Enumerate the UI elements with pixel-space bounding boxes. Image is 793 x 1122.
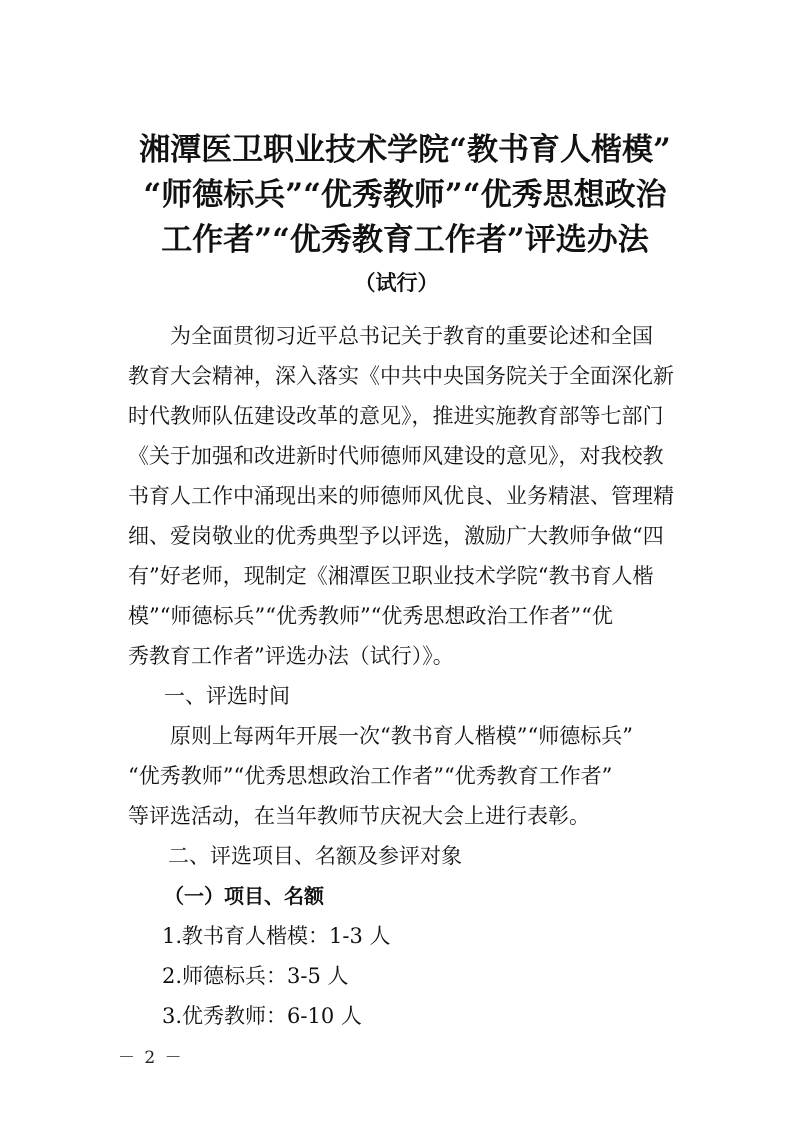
subsection-heading-items: （一）项目、名额 bbox=[164, 884, 324, 908]
title-line: “师德标兵”“优秀教师”“优秀思想政治 bbox=[143, 177, 667, 213]
section-heading-items-quota: 二、评选项目、名额及参评对象 bbox=[168, 844, 462, 868]
paragraph-line: 原则上每两年开展一次“教书育人楷模”“师德标兵” bbox=[170, 724, 633, 748]
paragraph-line: 等评选活动，在当年教师节庆祝大会上进行表彰。 bbox=[128, 804, 590, 828]
paragraph-line: 秀教育工作者”评选办法（试行）》。 bbox=[128, 644, 454, 668]
title-line: 工作者”“优秀教育工作者”评选办法 bbox=[161, 222, 649, 258]
list-item: 2.师德标兵：3-5 人 bbox=[162, 964, 349, 988]
paragraph-line: “优秀教师”“优秀思想政治工作者”“优秀教育工作者” bbox=[128, 764, 613, 788]
document-subtitle: （试行） bbox=[354, 270, 439, 295]
paragraph-line: 教育大会精神，深入落实《中共中央国务院关于全面深化新 bbox=[128, 364, 674, 388]
document-body bbox=[128, 316, 680, 1036]
section-heading-evaluation-time: 一、评选时间 bbox=[164, 684, 290, 708]
paragraph-line: 《关于加强和改进新时代师德师风建设的意见》，对我校教 bbox=[128, 444, 664, 468]
list-item: 3.优秀教师：6-10 人 bbox=[162, 1004, 362, 1028]
paragraph-line: 书育人工作中涌现出来的师德师风优良、业务精湛、管理精 bbox=[128, 484, 674, 508]
list-item: 1.教书育人楷模：1-3 人 bbox=[162, 924, 391, 948]
paragraph-line: 为全面贯彻习近平总书记关于教育的重要论述和全国 bbox=[170, 324, 653, 348]
title-line: 湘潭医卫职业技术学院“教书育人楷模” bbox=[139, 132, 671, 168]
section1-paragraph bbox=[128, 716, 680, 836]
paragraph-line: 时代教师队伍建设改革的意见》，推进实施教育部等七部门 bbox=[128, 404, 664, 428]
intro-paragraph bbox=[128, 316, 680, 676]
page-number: － 2 － bbox=[118, 1048, 184, 1068]
paragraph-line: 模”“师德标兵”“优秀教师”“优秀思想政治工作者”“优 bbox=[128, 604, 613, 628]
paragraph-line: 有”好老师，现制定《湘潭医卫职业技术学院“教书育人楷 bbox=[128, 564, 654, 588]
paragraph-line: 细、爱岗敬业的优秀典型予以评选，激励广大教师争做“四 bbox=[128, 524, 664, 548]
document-title bbox=[100, 128, 710, 263]
